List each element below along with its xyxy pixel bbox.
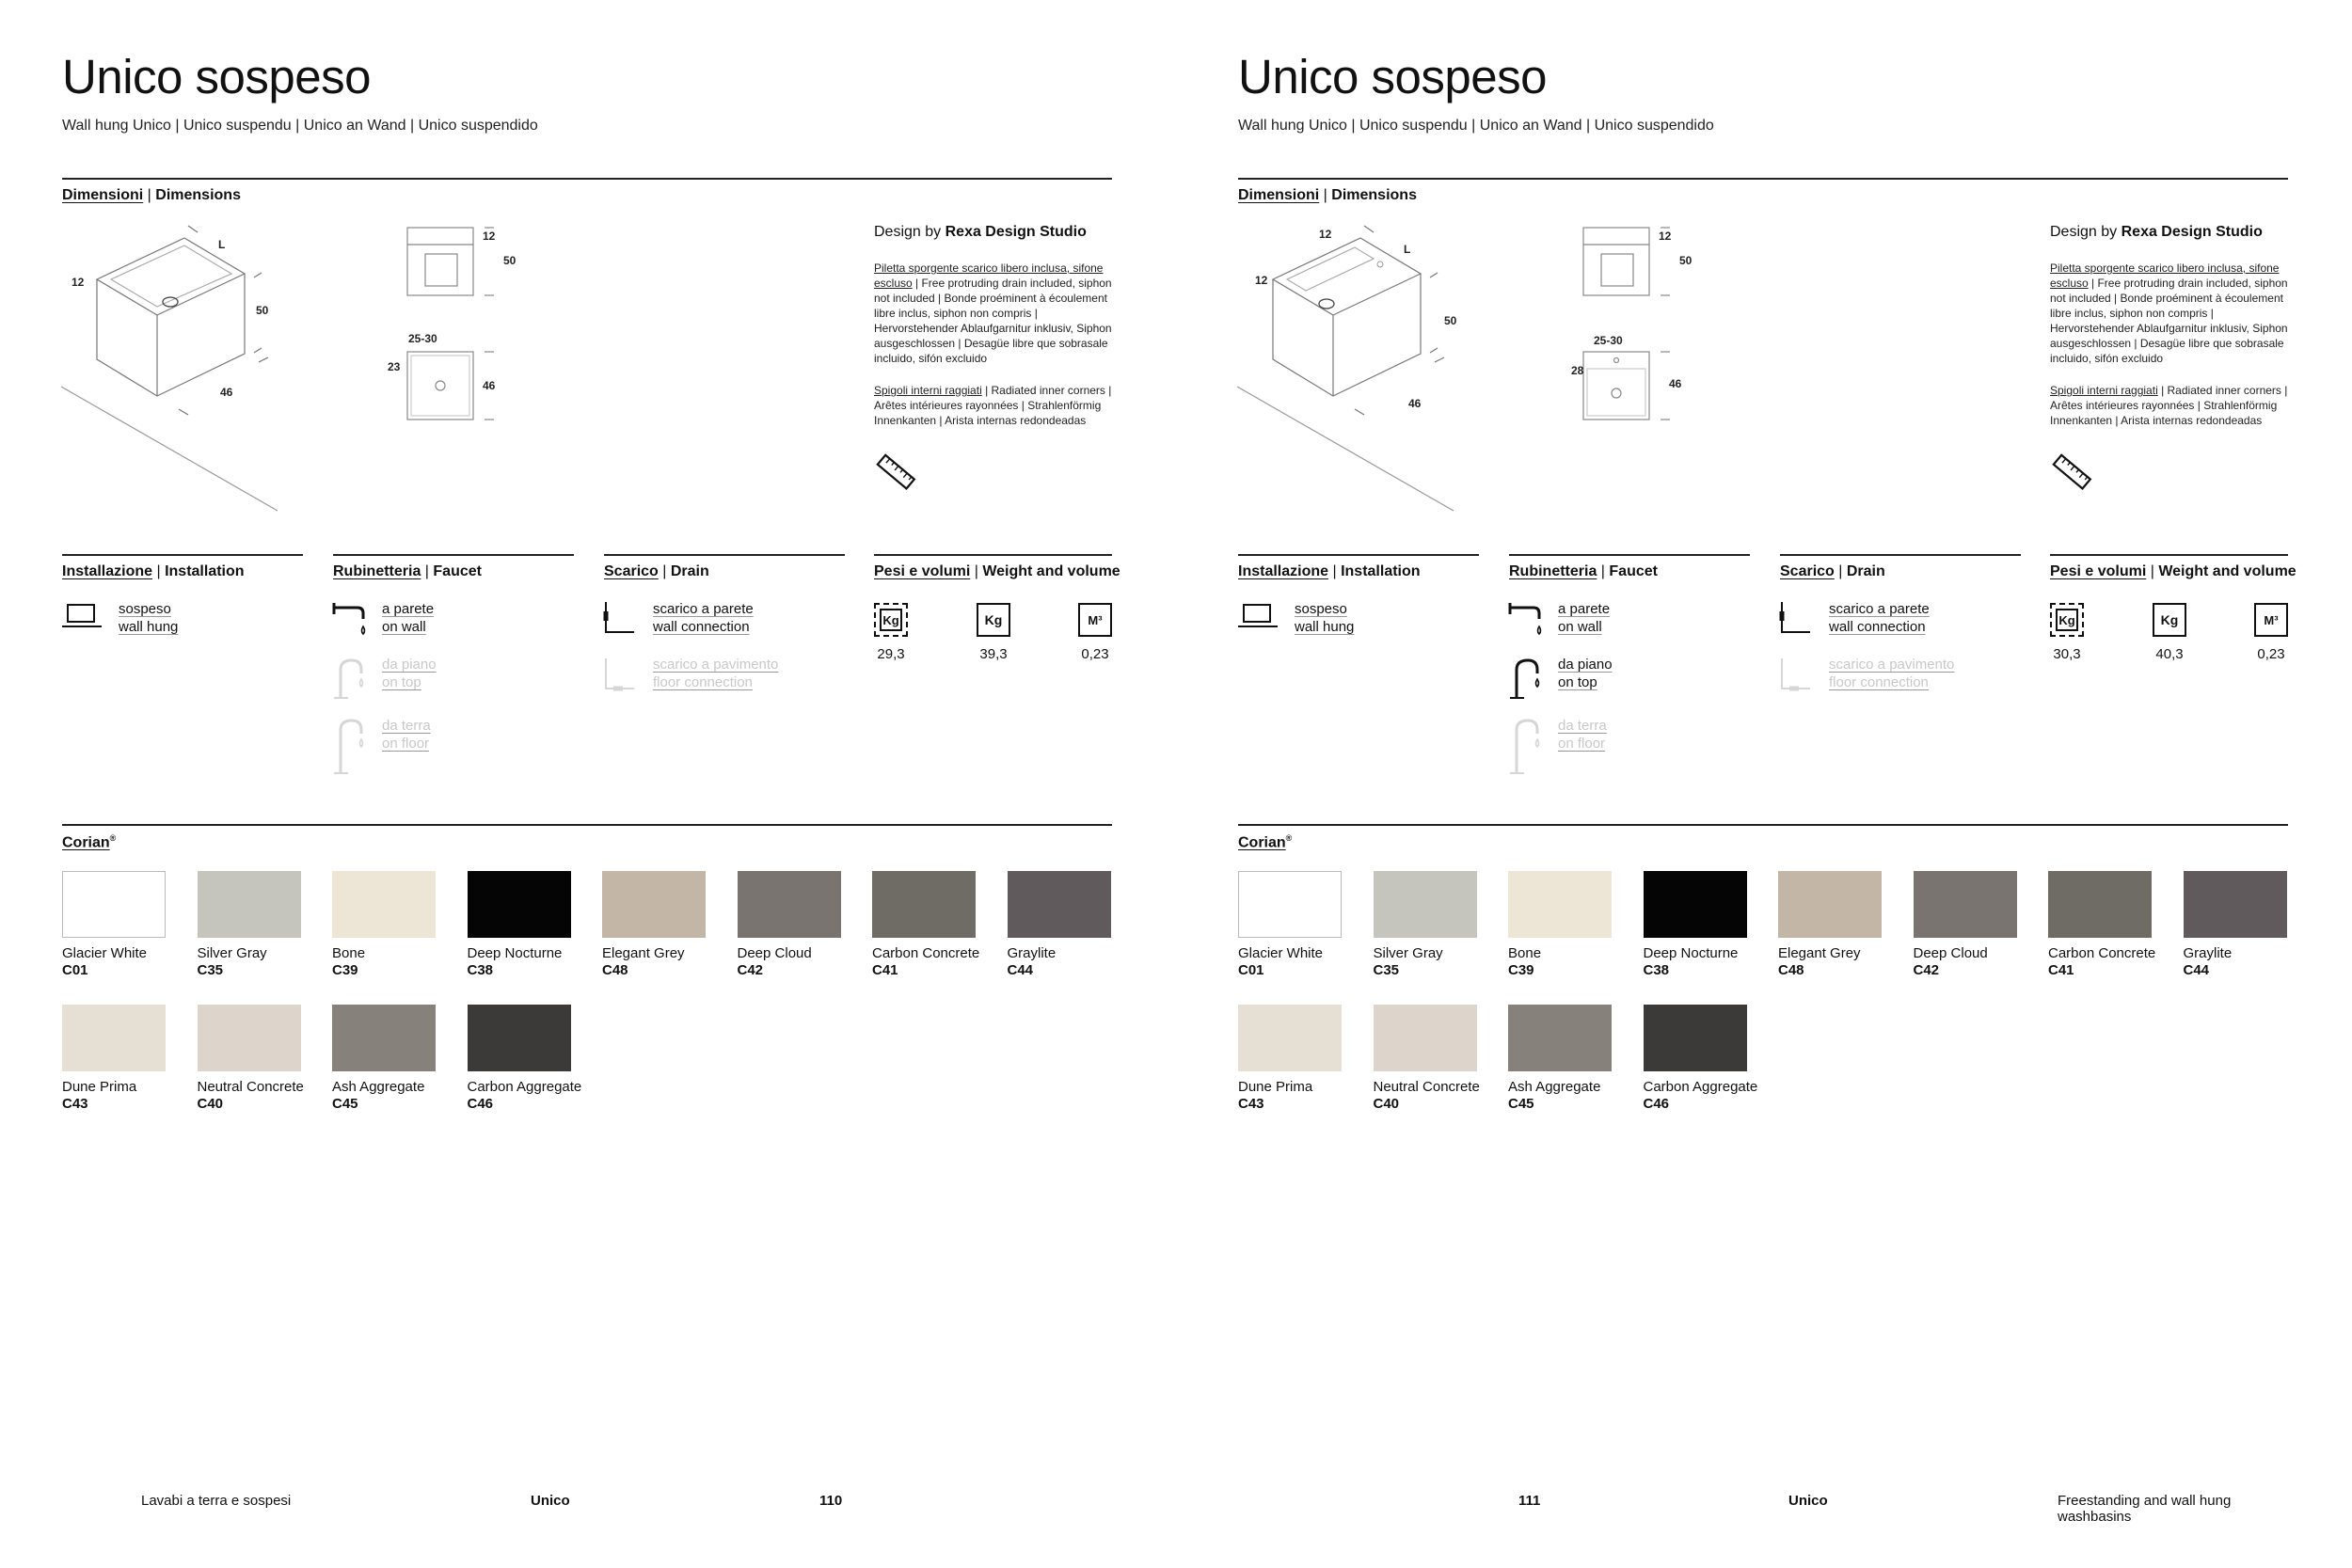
dim-label: 50 bbox=[503, 254, 516, 267]
net-weight-icon: Kg bbox=[2050, 603, 2084, 637]
drain-heading: Scarico | Drain bbox=[1780, 563, 1885, 579]
drain-option: scarico a pavimento floor connection bbox=[1829, 657, 1955, 690]
gross-weight-icon: Kg bbox=[2153, 603, 2186, 637]
countertop-faucet-icon bbox=[1507, 657, 1547, 700]
dimensions-heading: Dimensioni | Dimensions bbox=[1238, 187, 1417, 203]
volume-icon: M³ bbox=[1078, 603, 1112, 637]
drain-option: scarico a pavimento floor connection bbox=[653, 657, 779, 690]
divider bbox=[604, 554, 845, 556]
wall-hung-icon bbox=[62, 602, 103, 630]
dim-label: 50 bbox=[1444, 314, 1457, 327]
net-weight-icon: Kg bbox=[874, 603, 908, 637]
design-credit: Design by Rexa Design Studio bbox=[2050, 224, 2263, 240]
swatch-code: C42 bbox=[1913, 962, 1940, 978]
color-swatch bbox=[1238, 871, 1342, 938]
faucet-option: a parete on wall bbox=[1558, 601, 1611, 635]
color-swatch bbox=[198, 871, 301, 938]
swatch-code: C38 bbox=[467, 962, 494, 978]
divider bbox=[62, 824, 1112, 826]
color-swatch bbox=[1914, 871, 2017, 938]
dim-label: 46 bbox=[1669, 377, 1682, 390]
color-swatch bbox=[1508, 1005, 1612, 1071]
net-weight-value: 30,3 bbox=[2053, 646, 2081, 662]
net-weight-value: 29,3 bbox=[877, 646, 905, 662]
divider bbox=[2050, 554, 2288, 556]
dim-label: 12 bbox=[1255, 274, 1268, 287]
swatch-name: Dune Prima bbox=[62, 1079, 137, 1095]
volume-icon: M³ bbox=[2254, 603, 2288, 637]
ruler-icon bbox=[873, 450, 918, 495]
volume-value: 0,23 bbox=[2257, 646, 2285, 662]
divider bbox=[1509, 554, 1750, 556]
isometric-drawing bbox=[56, 221, 292, 522]
gross-weight-value: 39,3 bbox=[979, 646, 1008, 662]
dimensions-heading: Dimensioni | Dimensions bbox=[62, 187, 241, 203]
installation-heading: Installazione | Installation bbox=[62, 563, 245, 579]
swatch-name: Carbon Concrete bbox=[872, 945, 980, 961]
color-swatch bbox=[1374, 871, 1477, 938]
swatch-name: Ash Aggregate bbox=[1508, 1079, 1601, 1095]
swatch-code: C42 bbox=[737, 962, 764, 978]
swatch-name: Carbon Aggregate bbox=[467, 1079, 582, 1095]
color-swatch bbox=[2048, 871, 2152, 938]
swatch-name: Bone bbox=[332, 945, 366, 961]
faucet-option: a parete on wall bbox=[382, 601, 435, 635]
faucet-heading: Rubinetteria | Faucet bbox=[333, 563, 482, 579]
color-swatch bbox=[332, 871, 436, 938]
dim-label: 28 bbox=[1571, 364, 1584, 377]
footer-product: Unico bbox=[531, 1493, 570, 1509]
dim-label: 25-30 bbox=[408, 332, 437, 345]
swatch-name: Elegant Grey bbox=[1778, 945, 1861, 961]
swatch-name: Graylite bbox=[1007, 945, 1057, 961]
swatch-code: C41 bbox=[2048, 962, 2074, 978]
color-swatch bbox=[1778, 871, 1882, 938]
swatch-code: C45 bbox=[332, 1096, 358, 1112]
faucet-option: da terra on floor bbox=[382, 718, 431, 752]
drain-option: scarico a parete wall connection bbox=[653, 601, 754, 635]
swatch-code: C45 bbox=[1508, 1096, 1534, 1112]
corners-note: Spigoli interni raggiati | Radiated inner corners | Arêtes intérieures rayonnées | Strahlenförmig Innenkanten | Arista internas redondeadas bbox=[874, 384, 1112, 427]
wall-drain-icon bbox=[1778, 600, 1814, 636]
swatch-name: Carbon Aggregate bbox=[1643, 1079, 1758, 1095]
swatch-name: Deep Nocturne bbox=[1643, 945, 1739, 961]
wall-drain-icon bbox=[602, 600, 638, 636]
dim-label: L bbox=[218, 238, 226, 251]
color-swatch bbox=[1644, 1005, 1747, 1071]
gross-weight-icon: Kg bbox=[977, 603, 1010, 637]
floor-faucet-icon bbox=[1507, 717, 1547, 775]
swatch-name: Bone bbox=[1508, 945, 1542, 961]
swatch-code: C01 bbox=[1238, 962, 1264, 978]
floor-drain-icon bbox=[1778, 657, 1814, 692]
design-credit: Design by Rexa Design Studio bbox=[874, 224, 1087, 240]
color-swatch bbox=[1508, 871, 1612, 938]
volume-value: 0,23 bbox=[1081, 646, 1109, 662]
divider bbox=[874, 554, 1112, 556]
color-swatch bbox=[872, 871, 976, 938]
swatch-name: Glacier White bbox=[62, 945, 148, 961]
color-swatch bbox=[468, 1005, 571, 1071]
swatch-name: Graylite bbox=[2183, 945, 2233, 961]
front-view-drawing bbox=[405, 224, 517, 299]
swatch-name: Deep Cloud bbox=[737, 945, 812, 961]
swatch-code: C39 bbox=[1508, 962, 1534, 978]
faucet-option: da piano on top bbox=[1558, 657, 1613, 690]
dim-label: 50 bbox=[256, 304, 269, 317]
swatch-name: Ash Aggregate bbox=[332, 1079, 425, 1095]
footer-section: Freestanding and wall hung washbasins bbox=[2058, 1493, 2232, 1525]
dim-label: 50 bbox=[1679, 254, 1692, 267]
swatch-code: C46 bbox=[1643, 1096, 1670, 1112]
swatch-code: C38 bbox=[1643, 962, 1670, 978]
swatch-code: C35 bbox=[197, 962, 224, 978]
swatch-name: Glacier White bbox=[1238, 945, 1324, 961]
wall-hung-icon bbox=[1238, 602, 1279, 630]
divider bbox=[62, 178, 1112, 180]
swatch-code: C46 bbox=[467, 1096, 494, 1112]
dim-label: 46 bbox=[1408, 397, 1422, 410]
corian-heading: Corian® bbox=[1238, 833, 1293, 851]
swatch-code: C39 bbox=[332, 962, 358, 978]
dim-label: 46 bbox=[220, 386, 233, 399]
installation-option: sospeso wall hung bbox=[1295, 601, 1355, 635]
color-swatch bbox=[602, 871, 706, 938]
color-swatch bbox=[198, 1005, 301, 1071]
page-number: 111 bbox=[1518, 1493, 1541, 1509]
swatch-code: C40 bbox=[197, 1096, 224, 1112]
swatch-name: Deep Cloud bbox=[1913, 945, 1988, 961]
footer-product: Unico bbox=[1788, 1493, 1828, 1509]
color-swatch bbox=[468, 871, 571, 938]
drain-note: Piletta sporgente scarico libero inclusa, sifone escluso | Free protruding drain included, siphon not included | Bonde proéminent à écoulement libre inclus, siphon non compris | Hervorstehender Ablaufgarnitur inklusiv, Siphon ausgeschlossen | Desagüe libre que sobrasale incluido, sifón excluido bbox=[2050, 261, 2288, 365]
swatch-name: Elegant Grey bbox=[602, 945, 685, 961]
swatch-name: Silver Gray bbox=[197, 945, 267, 961]
gross-weight-value: 40,3 bbox=[2155, 646, 2184, 662]
swatch-code: C48 bbox=[602, 962, 628, 978]
right-page bbox=[1176, 0, 2352, 1568]
weights-heading: Pesi e volumi | Weight and volume bbox=[874, 563, 1120, 579]
dim-label: 12 bbox=[1659, 230, 1672, 243]
divider bbox=[1780, 554, 2021, 556]
dim-label: 46 bbox=[483, 379, 496, 392]
drain-note: Piletta sporgente scarico libero inclusa, sifone escluso | Free protruding drain included, siphon not included | Bonde proéminent à écoulement libre inclus, siphon non compris | Hervorstehender Ablaufgarnitur inklusiv, Siphon ausgeschlossen | Desagüe libre que sobrasale incluido, sifón excluido bbox=[874, 261, 1112, 365]
page-title: Unico sospeso bbox=[1238, 50, 1548, 103]
color-swatch bbox=[1238, 1005, 1342, 1071]
floor-faucet-icon bbox=[331, 717, 371, 775]
footer-section: Lavabi a terra e sospesi bbox=[141, 1493, 292, 1509]
page-title: Unico sospeso bbox=[62, 50, 372, 103]
swatch-code: C40 bbox=[1373, 1096, 1400, 1112]
color-swatch bbox=[1008, 871, 1111, 938]
page-subtitle: Wall hung Unico | Unico suspendu | Unico an Wand | Unico suspendido bbox=[62, 118, 538, 134]
faucet-option: da piano on top bbox=[382, 657, 437, 690]
color-swatch bbox=[738, 871, 841, 938]
installation-heading: Installazione | Installation bbox=[1238, 563, 1421, 579]
swatch-name: Neutral Concrete bbox=[1373, 1079, 1480, 1095]
front-view-drawing bbox=[1581, 224, 1693, 299]
faucet-heading: Rubinetteria | Faucet bbox=[1509, 563, 1658, 579]
countertop-faucet-icon bbox=[331, 657, 371, 700]
wall-faucet-icon bbox=[1507, 600, 1547, 640]
divider bbox=[1238, 554, 1479, 556]
corners-note: Spigoli interni raggiati | Radiated inner corners | Arêtes intérieures rayonnées | Strahlenförmig Innenkanten | Arista internas redondeadas bbox=[2050, 384, 2288, 427]
dim-label: 12 bbox=[1319, 228, 1332, 241]
corian-heading: Corian® bbox=[62, 833, 117, 851]
color-swatch bbox=[2184, 871, 2287, 938]
dim-label: 12 bbox=[483, 230, 496, 243]
page-number: 110 bbox=[819, 1493, 843, 1509]
weights-heading: Pesi e volumi | Weight and volume bbox=[2050, 563, 2296, 579]
swatch-code: C48 bbox=[1778, 962, 1804, 978]
swatch-code: C43 bbox=[62, 1096, 88, 1112]
dim-label: 23 bbox=[388, 360, 401, 373]
swatch-code: C44 bbox=[1007, 962, 1034, 978]
color-swatch bbox=[62, 1005, 166, 1071]
swatch-code: C01 bbox=[62, 962, 88, 978]
drain-option: scarico a parete wall connection bbox=[1829, 601, 1930, 635]
faucet-option: da terra on floor bbox=[1558, 718, 1607, 752]
swatch-name: Silver Gray bbox=[1373, 945, 1443, 961]
divider bbox=[1238, 824, 2288, 826]
isometric-drawing bbox=[1232, 221, 1468, 522]
color-swatch bbox=[332, 1005, 436, 1071]
divider bbox=[333, 554, 574, 556]
color-swatch bbox=[1374, 1005, 1477, 1071]
dim-label: L bbox=[1404, 243, 1411, 256]
swatch-code: C44 bbox=[2183, 962, 2210, 978]
swatch-code: C41 bbox=[872, 962, 898, 978]
swatch-code: C35 bbox=[1373, 962, 1400, 978]
wall-faucet-icon bbox=[331, 600, 371, 640]
floor-drain-icon bbox=[602, 657, 638, 692]
divider bbox=[62, 554, 303, 556]
installation-option: sospeso wall hung bbox=[119, 601, 179, 635]
page-subtitle: Wall hung Unico | Unico suspendu | Unico an Wand | Unico suspendido bbox=[1238, 118, 1714, 134]
dim-label: 12 bbox=[72, 276, 85, 289]
swatch-code: C43 bbox=[1238, 1096, 1264, 1112]
color-swatch bbox=[62, 871, 166, 938]
drain-heading: Scarico | Drain bbox=[604, 563, 709, 579]
swatch-name: Carbon Concrete bbox=[2048, 945, 2156, 961]
color-swatch bbox=[1644, 871, 1747, 938]
divider bbox=[1238, 178, 2288, 180]
swatch-name: Neutral Concrete bbox=[197, 1079, 304, 1095]
dim-label: 25-30 bbox=[1594, 334, 1623, 347]
swatch-name: Dune Prima bbox=[1238, 1079, 1313, 1095]
swatch-name: Deep Nocturne bbox=[467, 945, 563, 961]
plan-view-drawing bbox=[405, 339, 517, 423]
ruler-icon bbox=[2049, 450, 2094, 495]
